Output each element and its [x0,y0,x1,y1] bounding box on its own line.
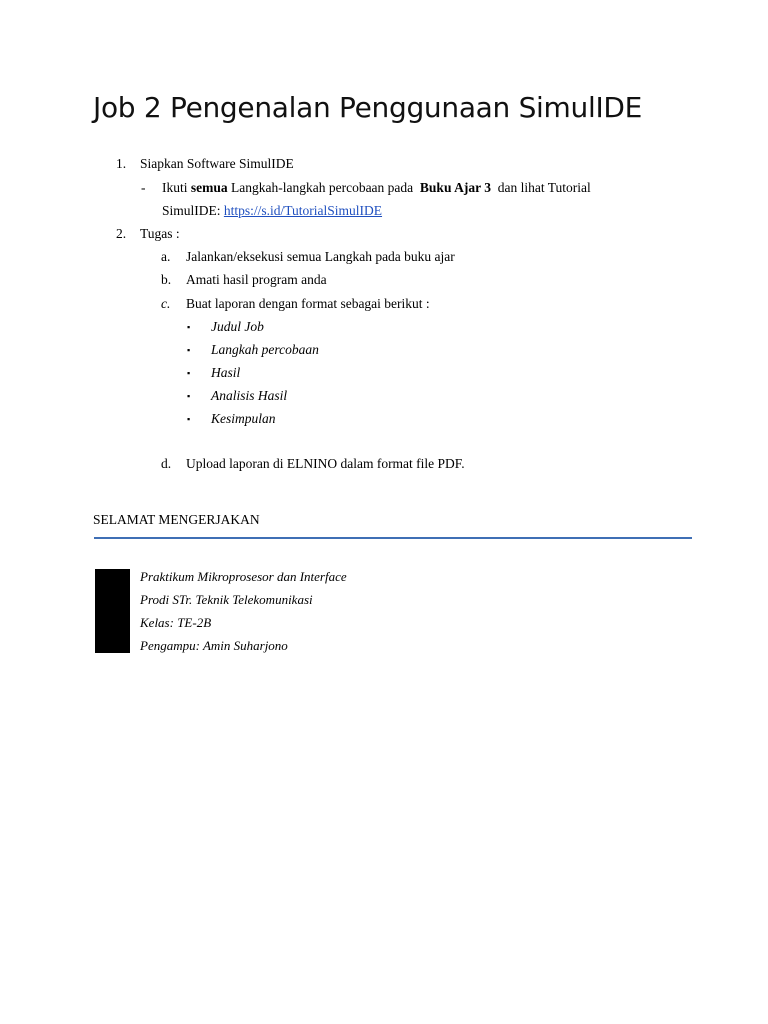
signature-accent-bar [95,569,130,653]
divider-line [94,537,692,539]
step-2-marker: 2. [116,226,127,241]
step-1-detail-line-1 [162,179,591,197]
item-b-text: Amati hasil program anda [186,272,327,287]
format-item: Judul Job [211,319,264,334]
bullet-icon: ▪ [187,345,191,355]
item-a-marker: a. [161,249,171,264]
signature-line-class: Kelas: TE-2B [140,615,212,630]
format-item: Hasil [211,365,241,380]
item-b-marker: b. [161,272,172,287]
step-1-detail-marker: - [141,180,146,195]
item-a-text: Jalankan/eksekusi semua Langkah pada buku ajar [186,249,455,264]
step-1-marker: 1. [116,156,127,171]
step-2-text: Tugas : [140,226,180,241]
detail-pre: Ikuti [162,180,191,195]
format-item: Langkah percobaan [211,342,319,357]
bullet-icon: ▪ [187,322,191,332]
document-title: Job 2 Pengenalan Penggunaan SimulIDE [93,91,643,124]
format-item: Analisis Hasil [211,388,288,403]
step-1-text: Siapkan Software SimulIDE [140,156,294,171]
detail-mid: Langkah-langkah percobaan pada [227,180,420,195]
format-item: Kesimpulan [211,411,276,426]
item-c-text: Buat laporan dengan format sebagai berikut : [186,296,430,311]
detail-bold-buku: Buku Ajar 3 [419,180,491,195]
bullet-icon: ▪ [187,391,191,401]
closing-text: SELAMAT MENGERJAKAN [93,512,260,527]
bullet-icon: ▪ [187,414,191,424]
signature-line-lecturer: Pengampu: Amin Suharjono [140,638,288,653]
item-d-marker: d. [161,456,172,471]
tutorial-link[interactable]: https://s.id/TutorialSimulIDE [223,203,383,218]
item-d-text: Upload laporan di ELNINO dalam format file PDF. [186,456,465,471]
bullet-icon: ▪ [187,368,191,378]
detail-post: dan lihat Tutorial [490,180,591,195]
detail-bold-semua: semua [190,180,228,195]
detail-line2-pre: SimulIDE: [162,203,224,218]
step-1-detail-line-2 [162,202,382,220]
signature-line-course: Praktikum Mikroprosesor dan Interface [140,569,347,584]
signature-line-program: Prodi STr. Teknik Telekomunikasi [140,592,313,607]
item-c-marker: c. [161,296,171,311]
